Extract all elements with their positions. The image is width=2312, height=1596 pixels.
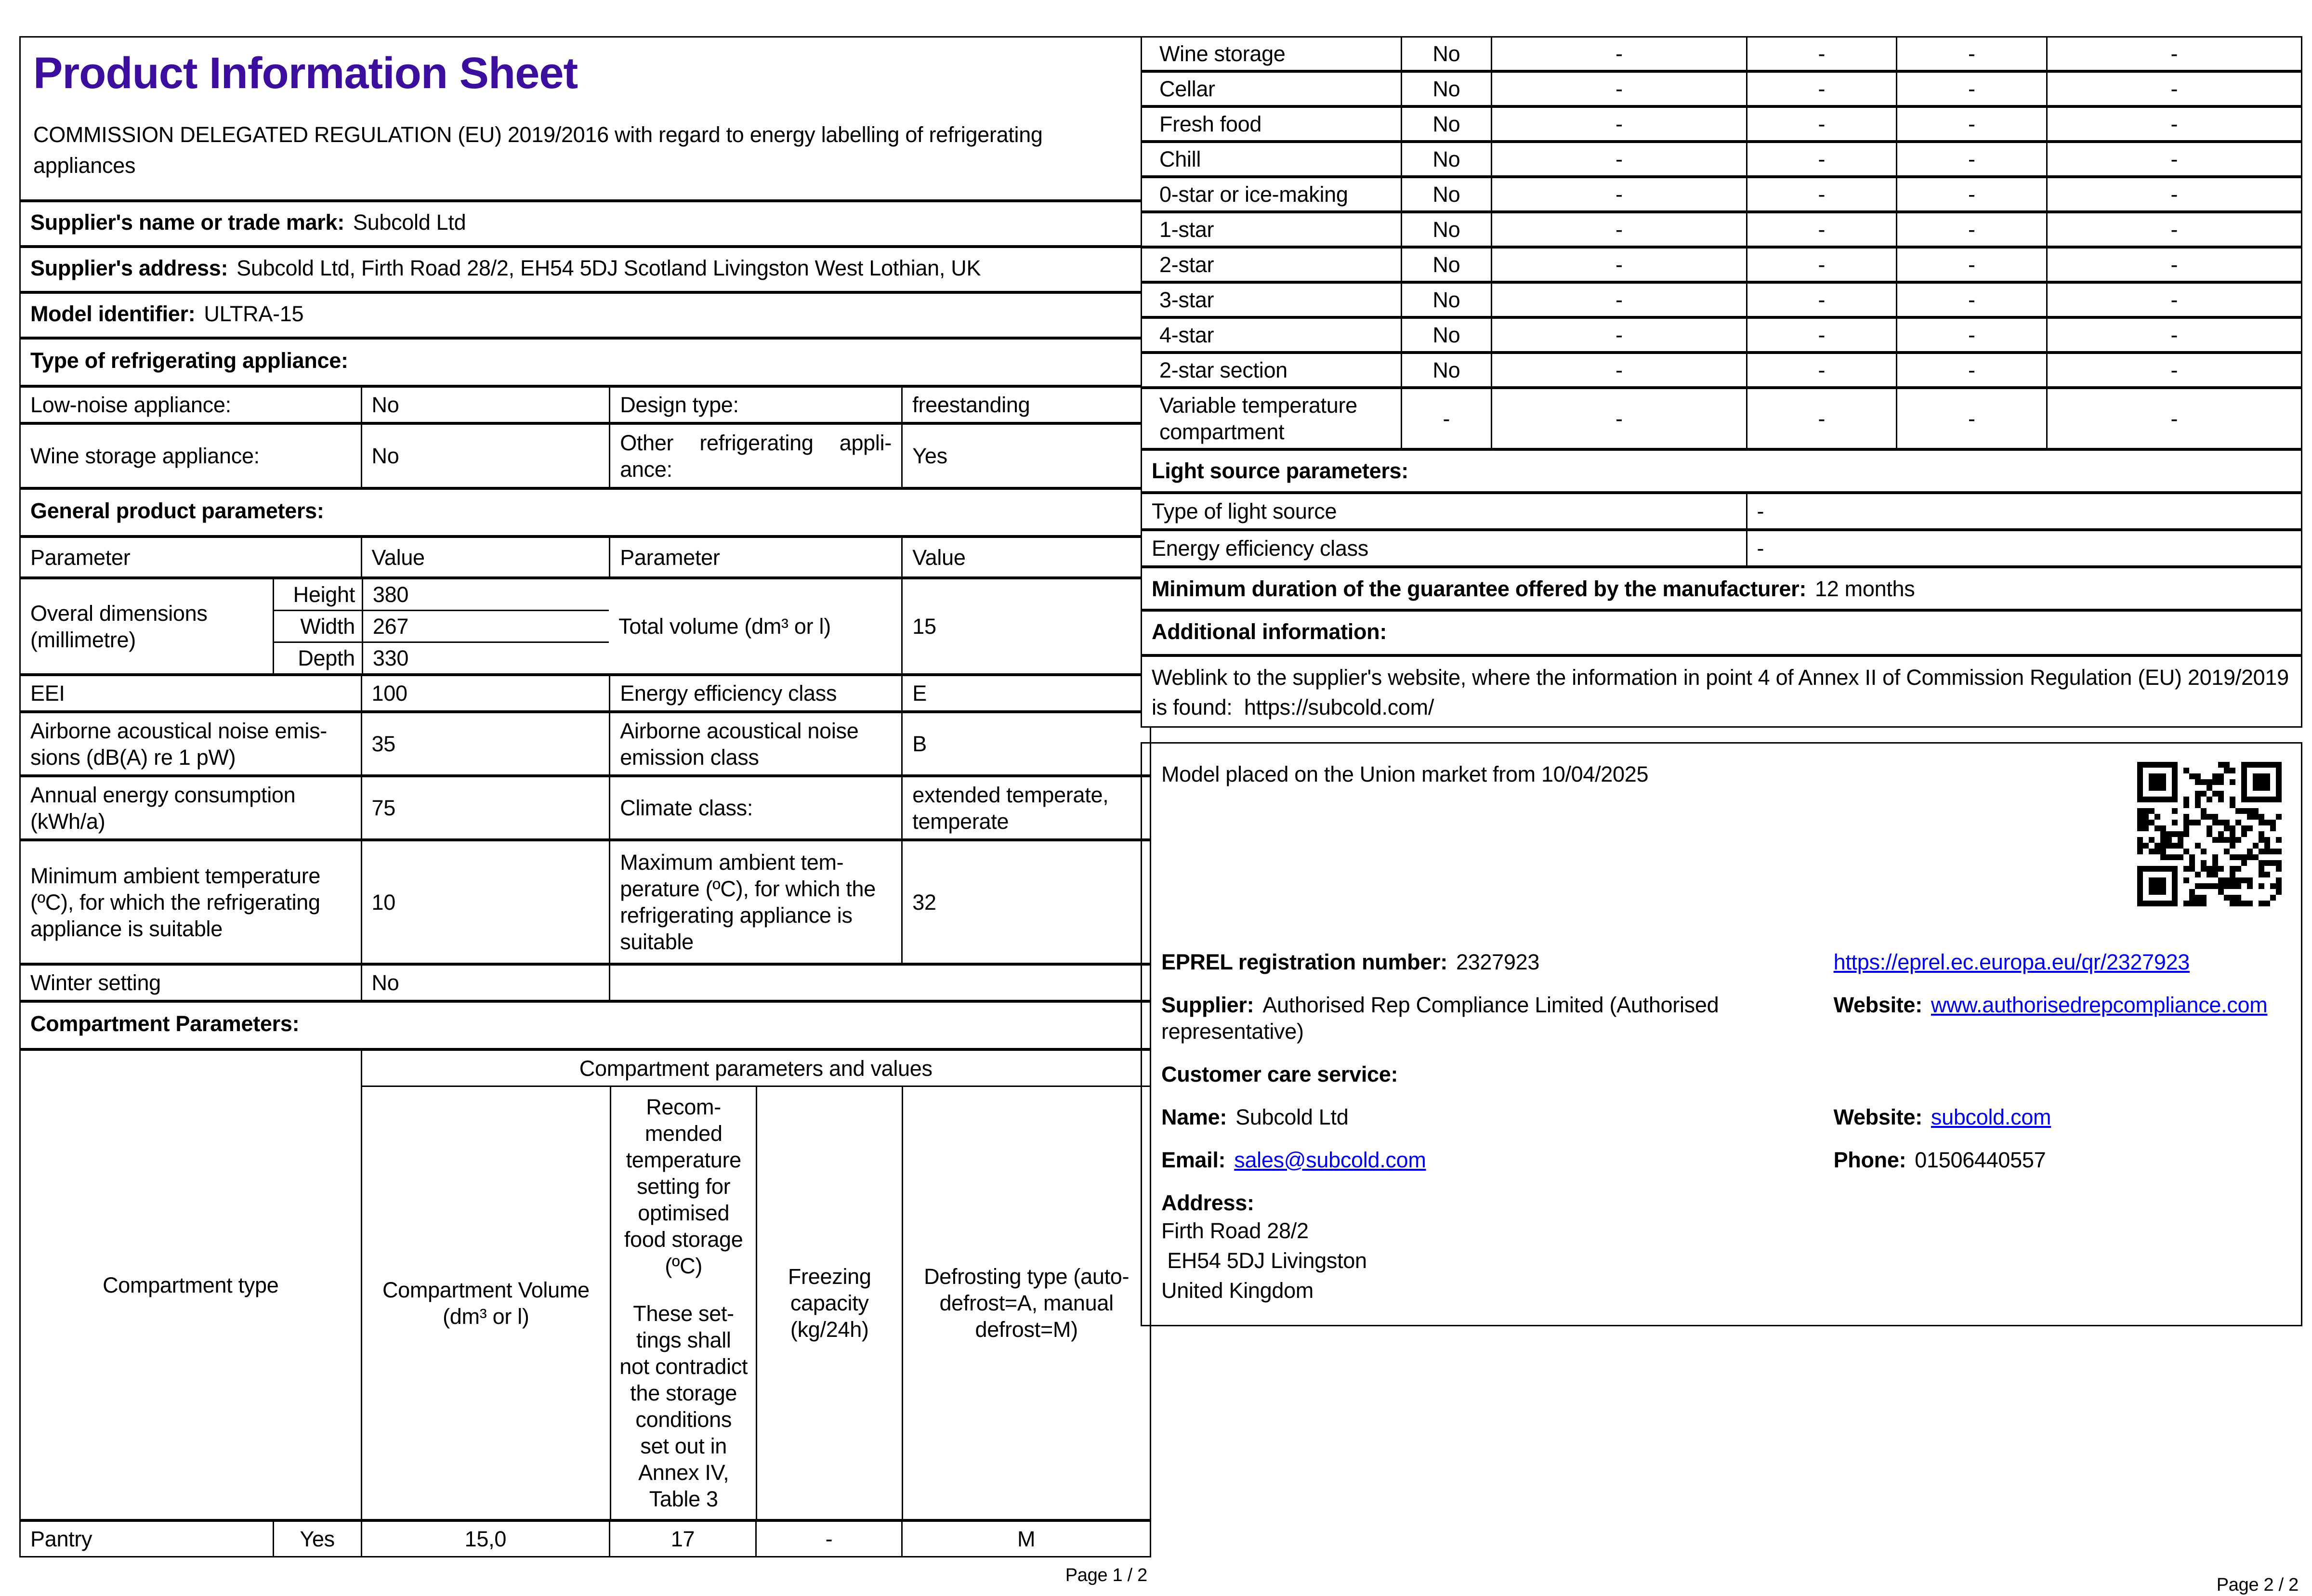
volume-header: Compartment Volume (dm³ or l) <box>382 1277 590 1329</box>
care-phone-label: Phone: <box>1833 1148 1906 1172</box>
customer-care-heading: Customer care service: <box>1161 1062 1398 1086</box>
noise-emission-label: Airborne acoustical noise emissions (dB(A) re 1 pW) <box>30 718 328 770</box>
depth-value: 330 <box>362 643 609 673</box>
noise-emission-value: 35 <box>361 713 609 774</box>
compartment-present-cell: No <box>1401 143 1491 175</box>
eprel-number <box>1161 949 1834 975</box>
compartment-freezing-cell: - <box>1896 73 2046 105</box>
market-date-text: Model placed on the Union market from 10/04/2025 <box>1161 762 1649 786</box>
light-source-class-row <box>1141 530 2302 567</box>
supplier-address-row <box>19 247 1151 292</box>
freezing-capacity-header: Freezing capacity (kg/24h) <box>756 1087 902 1519</box>
compartment-present-cell: No <box>1401 213 1491 246</box>
compartment-type-cell: 1-star <box>1159 217 1214 242</box>
compartment-type-cell: 4-star <box>1159 323 1214 347</box>
guarantee-value: 12 months <box>1815 576 1915 601</box>
supplier-value: Authorised Rep Compliance Limited (Authorised representative) <box>1161 993 1719 1044</box>
compartment-type-cell: 2-star <box>1159 252 1214 277</box>
compartment-temp-cell: - <box>1746 249 1896 281</box>
compartment-type-cell: Fresh food <box>1159 112 1262 136</box>
compartment-volume-cell: - <box>1491 249 1746 281</box>
energy-consumption-label: Annual energy consumption (kWh/a) <box>30 782 296 834</box>
defrosting-type-header: Defrosting type (auto-defrost=A, manual defrost=M) <box>902 1087 1150 1519</box>
compartment-present-cell: No <box>1401 319 1491 351</box>
compartment-temp-cell: - <box>1746 319 1896 351</box>
care-email-link[interactable]: sales@subcold.com <box>1234 1148 1426 1172</box>
compartment-row <box>1141 353 2302 388</box>
energy-class-value: E <box>901 676 1150 710</box>
compartment-column-headers <box>362 1087 1150 1519</box>
compartment-span-header: Compartment parameters and values <box>362 1051 1150 1087</box>
weblink-cell <box>1142 657 2301 726</box>
care-name-label: Name: <box>1161 1105 1227 1129</box>
min-ambient-label: Minimum ambient temperature (ºC), for which the refrigerating appliance is suitable <box>30 863 321 941</box>
address-line-2: EH54 5DJ Livingston <box>1161 1248 1367 1273</box>
weblink-url: https://subcold.com/ <box>1244 695 1434 720</box>
winter-setting-row <box>19 964 1151 1001</box>
care-name-row <box>1161 1104 2282 1130</box>
max-ambient-label: Maximum ambient temperature (ºC), for which the refrigerating appliance is suitable <box>609 841 901 963</box>
dimension-width-row <box>274 610 609 641</box>
compartment-temp-cell: - <box>1746 38 1896 70</box>
compartment-section-heading: Compartment Parameters: <box>30 1011 300 1036</box>
light-source-heading-row <box>1141 449 2302 493</box>
eprel-row <box>1161 949 2282 975</box>
info-box <box>1141 742 2302 1326</box>
care-name-value: Subcold Ltd <box>1235 1105 1349 1129</box>
low-noise-value: No <box>361 388 609 422</box>
winter-setting-empty-cell <box>609 966 1150 1000</box>
weblink-row <box>1141 655 2302 728</box>
light-source-class-value: - <box>1746 531 2301 565</box>
wine-storage-value: No <box>361 425 609 487</box>
additional-info-heading: Additional information: <box>1152 619 1387 644</box>
compartment-defrost-cell: - <box>2046 73 2301 105</box>
compartment-temp-cell: - <box>1746 389 1896 448</box>
energy-consumption-row <box>19 776 1151 840</box>
guarantee-cell <box>1142 568 2301 609</box>
eprel-value: 2327923 <box>1456 950 1540 974</box>
compartment-freezing-cell: - <box>1896 249 2046 281</box>
eei-value: 100 <box>361 676 609 710</box>
other-appliance-label: Other refrigerating appliance: <box>609 425 901 487</box>
general-section-heading-row <box>19 488 1151 536</box>
dimensions-grid <box>273 579 609 673</box>
height-label: Height <box>293 582 355 607</box>
param-header-2: Parameter <box>609 538 901 576</box>
light-source-class-label: Energy efficiency class <box>1152 536 1368 561</box>
care-email-label: Email: <box>1161 1148 1226 1172</box>
compartment-volume-cell: - <box>1491 143 1746 175</box>
compartment-present-cell: - <box>1401 389 1491 448</box>
general-section-heading: General product parameters: <box>30 498 324 523</box>
design-type-value: freestanding <box>901 388 1150 422</box>
supplier-address-label: Supplier's address: <box>30 256 228 280</box>
low-noise-label: Low-noise appliance: <box>30 392 231 417</box>
guarantee-row <box>1141 567 2302 610</box>
dimensions-row <box>19 578 1151 675</box>
compartment-temp-cell: - <box>1746 143 1896 175</box>
pantry-present-cell: Yes <box>273 1522 361 1556</box>
total-volume-value: 15 <box>901 579 1150 673</box>
compartment-row <box>1141 36 2302 71</box>
compartment-heading-row <box>19 1001 1151 1049</box>
pantry-freezing-cell: - <box>755 1522 902 1556</box>
additional-info-heading-row <box>1141 610 2302 655</box>
compartment-params-header-group <box>361 1051 1150 1519</box>
care-phone <box>1834 1147 2282 1173</box>
total-volume-label: Total volume (dm³ or l) <box>618 614 831 639</box>
temperature-header: Recommended temperature setting for optimised food storage (ºC) These settings shall not contradict the storage conditions set out in Annex IV, Table 3 <box>610 1087 756 1519</box>
pantry-defrost-cell: M <box>901 1522 1150 1556</box>
compartment-present-cell: No <box>1401 108 1491 140</box>
page-title: Product Information Sheet <box>33 49 578 98</box>
compartment-freezing-cell: - <box>1896 143 2046 175</box>
width-value: 267 <box>362 611 609 641</box>
compartment-present-cell: No <box>1401 354 1491 386</box>
other-appliance-value: Yes <box>901 425 1150 487</box>
guarantee-label: Minimum duration of the guarantee offered by the manufacturer: <box>1152 576 1807 601</box>
pantry-volume-cell: 15,0 <box>361 1522 609 1556</box>
supplier-name-value: Subcold Ltd <box>353 210 466 235</box>
supplier-row <box>1161 992 2282 1045</box>
compartment-present-cell: No <box>1401 178 1491 210</box>
compartment-volume-cell: - <box>1491 213 1746 246</box>
depth-label: Depth <box>298 646 355 670</box>
care-contact-row <box>1161 1147 2282 1173</box>
compartment-defrost-cell: - <box>2046 38 2301 70</box>
address-label: Address: <box>1161 1190 1254 1215</box>
compartment-freezing-cell: - <box>1896 38 2046 70</box>
compartment-volume-cell: - <box>1491 389 1746 448</box>
noise-class-label: Airborne acoustical noise emission class <box>609 713 901 774</box>
compartment-freezing-cell: - <box>1896 178 2046 210</box>
compartment-row <box>1141 177 2302 212</box>
compartment-present-cell: No <box>1401 73 1491 105</box>
min-ambient-value: 10 <box>361 841 609 963</box>
pantry-temp-cell: 17 <box>609 1522 755 1556</box>
supplier-name-row <box>19 201 1151 247</box>
compartment-type-cell: 2-star section <box>1159 358 1287 382</box>
compartment-freezing-cell: - <box>1896 213 2046 246</box>
model-identifier-cell <box>21 294 1150 337</box>
compartment-volume-cell: - <box>1491 178 1746 210</box>
height-value: 380 <box>362 579 609 610</box>
param-header-row <box>19 536 1151 578</box>
compartment-defrost-cell: - <box>2046 213 2301 246</box>
supplier-name-cell <box>21 202 1150 245</box>
compartment-defrost-cell: - <box>2046 319 2301 351</box>
param-header-1: Parameter <box>30 545 131 570</box>
pantry-row <box>19 1520 1151 1557</box>
compartment-type-cell: 0-star or ice-making <box>1159 182 1348 207</box>
address-line-1: Firth Road 28/2 <box>1161 1218 1309 1243</box>
type-section-heading: Type of refrigerating appliance: <box>30 348 348 373</box>
compartment-temp-cell: - <box>1746 213 1896 246</box>
value-header-2: Value <box>901 538 1150 576</box>
page-2-footer: Page 2 / 2 <box>2216 1575 2299 1595</box>
compartment-freezing-cell: - <box>1896 319 2046 351</box>
model-identifier-row <box>19 292 1151 338</box>
width-label: Width <box>300 614 355 639</box>
care-phone-value: 01506440557 <box>1915 1148 2046 1172</box>
compartment-row <box>1141 142 2302 177</box>
compartment-type-cell: Wine storage <box>1159 41 1286 66</box>
customer-care-heading-row <box>1161 1061 2282 1087</box>
eei-row <box>19 675 1151 712</box>
dimensions-label: Overal dimensions (millimetre) <box>30 601 208 652</box>
dimension-height-row <box>274 579 609 610</box>
page-2 <box>1141 36 2302 1596</box>
light-source-type-value: - <box>1746 494 2301 528</box>
compartment-row <box>1141 212 2302 247</box>
compartment-defrost-cell: - <box>2046 178 2301 210</box>
noise-class-value: B <box>901 713 1150 774</box>
qr-code <box>2137 762 2282 906</box>
compartment-defrost-cell: - <box>2046 249 2301 281</box>
compartment-defrost-cell: - <box>2046 354 2301 386</box>
compartment-volume-cell: - <box>1491 38 1746 70</box>
max-ambient-value: 32 <box>901 841 1150 963</box>
compartment-present-cell: No <box>1401 284 1491 316</box>
dimension-depth-row <box>274 641 609 673</box>
compartment-temp-cell: - <box>1746 178 1896 210</box>
light-source-heading: Light source parameters: <box>1152 458 1408 483</box>
care-email <box>1161 1147 1834 1173</box>
model-identifier-value: ULTRA-15 <box>204 301 304 326</box>
eprel-link[interactable]: https://eprel.ec.europa.eu/qr/2327923 <box>1833 950 2190 974</box>
compartment-type-header: Compartment type <box>103 1272 279 1297</box>
compartment-present-cell: No <box>1401 249 1491 281</box>
compartment-present-cell: No <box>1401 38 1491 70</box>
climate-class-value: extended temperate, temperate <box>901 777 1150 838</box>
market-row <box>1161 761 2282 932</box>
supplier-label: Supplier: <box>1161 993 1254 1017</box>
compartment-row <box>1141 388 2302 449</box>
winter-setting-label: Winter setting <box>30 970 161 995</box>
type-section-heading-row <box>19 338 1151 386</box>
type-row-wine-storage <box>19 423 1151 488</box>
care-name <box>1161 1104 1834 1130</box>
care-website <box>1834 1104 2282 1130</box>
design-type-label: Design type: <box>609 388 901 422</box>
compartment-table-header <box>19 1049 1151 1520</box>
compartment-row <box>1141 317 2302 353</box>
care-website-label: Website: <box>1833 1105 1922 1129</box>
compartment-freezing-cell: - <box>1896 108 2046 140</box>
supplier-website-label: Website: <box>1833 993 1922 1017</box>
page-1 <box>19 36 1151 1586</box>
compartment-row <box>1141 71 2302 106</box>
compartment-volume-cell: - <box>1491 284 1746 316</box>
care-website-link[interactable]: subcold.com <box>1931 1105 2051 1129</box>
compartment-temp-cell: - <box>1746 284 1896 316</box>
value-header-1: Value <box>361 538 609 576</box>
supplier-info <box>1161 992 1834 1045</box>
eei-label: EEI <box>30 681 65 706</box>
wine-storage-label: Wine storage appliance: <box>30 444 260 468</box>
light-source-type-row <box>1141 493 2302 530</box>
compartment-volume-cell: - <box>1491 354 1746 386</box>
energy-class-label: Energy efficiency class <box>609 676 901 710</box>
compartment-defrost-cell: - <box>2046 389 2301 448</box>
compartment-temp-cell: - <box>1746 108 1896 140</box>
address-line-3: United Kingdom <box>1161 1278 1314 1303</box>
eprel-label: EPREL registration number: <box>1161 950 1447 974</box>
compartment-type-cell: Cellar <box>1159 77 1215 101</box>
ambient-temperature-row <box>19 840 1151 964</box>
page-1-footer: Page 1 / 2 <box>1065 1565 1147 1585</box>
supplier-name-label: Supplier's name or trade mark: <box>30 210 344 235</box>
title-block <box>19 36 1151 201</box>
compartment-freezing-cell: - <box>1896 284 2046 316</box>
supplier-website <box>1834 992 2282 1018</box>
compartment-row <box>1141 282 2302 317</box>
compartment-defrost-cell: - <box>2046 284 2301 316</box>
energy-consumption-value: 75 <box>361 777 609 838</box>
climate-class-label: Climate class: <box>609 777 901 838</box>
compartment-type-cell: Variable temperature compartment <box>1159 393 1357 444</box>
compartment-type-cell: Chill <box>1159 147 1201 171</box>
compartment-volume-cell: - <box>1491 108 1746 140</box>
type-row-low-noise <box>19 386 1151 423</box>
noise-row <box>19 712 1151 776</box>
model-identifier-label: Model identifier: <box>30 301 196 326</box>
compartment-volume-cell: - <box>1491 319 1746 351</box>
compartment-temp-cell: - <box>1746 73 1896 105</box>
light-source-type-label: Type of light source <box>1152 499 1337 523</box>
compartment-rows <box>1141 36 2302 449</box>
compartment-row <box>1141 106 2302 142</box>
compartment-freezing-cell: - <box>1896 389 2046 448</box>
winter-setting-value: No <box>361 966 609 1000</box>
pantry-type-cell: Pantry <box>30 1527 92 1551</box>
supplier-address-value: Subcold Ltd, Firth Road 28/2, EH54 5DJ Scotland Livingston West Lothian, UK <box>236 256 981 280</box>
compartment-volume-cell: - <box>1491 73 1746 105</box>
weblink-label: Weblink to the supplier's website, where the information in point 4 of Annex II of Commission Regulation (EU) 2019/2019 is found: <box>1152 665 2289 720</box>
compartment-type-cell: 3-star <box>1159 288 1214 312</box>
regulation-subtitle: COMMISSION DELEGATED REGULATION (EU) 2019/2016 with regard to energy labelling of refrigerating appliances <box>33 122 1043 178</box>
supplier-website-link[interactable]: www.authorisedrepcompliance.com <box>1931 993 2268 1017</box>
address-block <box>1161 1190 2282 1306</box>
compartment-temp-cell: - <box>1746 354 1896 386</box>
compartment-defrost-cell: - <box>2046 143 2301 175</box>
compartment-row <box>1141 247 2302 282</box>
compartment-freezing-cell: - <box>1896 354 2046 386</box>
compartment-defrost-cell: - <box>2046 108 2301 140</box>
supplier-address-cell <box>21 248 1150 291</box>
